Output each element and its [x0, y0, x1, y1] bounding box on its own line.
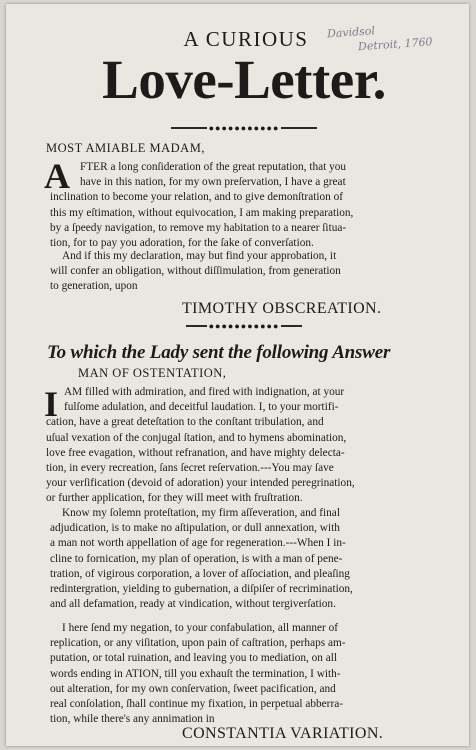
reply-signature: CONSTANTIA VARIATION.: [182, 725, 384, 742]
text-line: redintergration, yielding to gubernation, a diſpiſer of recrimination,: [50, 583, 353, 596]
text-line: uſual vexation of the conjugal ſtation, and to hymens abomination,: [46, 431, 347, 444]
ornament-divider-middle: [186, 322, 302, 330]
ornament-bar: [186, 325, 207, 327]
ornament-bar: [281, 325, 302, 327]
text-line: words ending in ATION, till you exhauſt the termination, I with-: [50, 667, 341, 680]
text-line: cation, have a great deteſtation to the conſtant tribulation, and: [46, 416, 324, 429]
ornament-divider-top: [171, 124, 317, 132]
reply-salutation: MAN OF OSTENTATION,: [78, 366, 227, 380]
text-line: cline to fornication, my plan of operation, is with a man of pene-: [50, 552, 343, 565]
letter-paragraph-2: [50, 249, 445, 295]
letter-signature: TIMOTHY OBSCREATION.: [182, 300, 382, 317]
text-line: and all defamation, ready at vindication, without tergiverſation.: [50, 598, 336, 611]
answer-heading: To which the Lady sent the following Answer: [47, 342, 391, 363]
text-line: have in this nation, for my own preſervation, I have a great: [80, 176, 346, 189]
text-line: I here ſend my negation, to your confabulation, all manner of: [62, 622, 339, 634]
annotation-line-1: Davidsol: [326, 24, 376, 41]
text-line: love free evagation, without refranation, and have mighty delecta-: [46, 446, 345, 459]
text-line: this my eſtimation, without equivocation, I am making preparation,: [50, 206, 354, 219]
reply-paragraph-3: [50, 621, 444, 727]
ornament-bar: [171, 127, 207, 129]
text-line: AM filled with admiration, and fired with indignation, at your: [64, 386, 345, 398]
text-line: adjudication, is to make no aſtipulation, or dull annexation, with: [50, 522, 340, 535]
broadside-sheet: [6, 4, 469, 746]
text-line: tion, for to pay you adoration, for the ſake of converſation.: [50, 237, 314, 250]
ornament-dots: ●●●●●●●●●●●: [208, 321, 280, 331]
text-line: inclination to become your relation, and to give demonſtration of: [50, 191, 344, 204]
text-line: by a ſpeedy navigation, to remove my habitation to a nearer ſitua-: [50, 221, 347, 234]
text-line: tion, while there's any annimation in: [50, 713, 215, 726]
letter-drop-cap: A: [44, 156, 70, 196]
text-line: FTER a long conſideration of the great reputation, that you: [80, 161, 347, 173]
ornament-dots: ●●●●●●●●●●●: [208, 123, 280, 133]
text-line: replication, or any viſitation, upon pain of caſtration, perhaps am-: [50, 637, 346, 650]
text-line: or further application, for they will meet with fruſtration.: [46, 492, 303, 505]
text-line: And if this my declaration, may but find your approbation, it: [62, 250, 337, 262]
text-line: Know my ſolemn proteſtation, my firm aſſeveration, and final: [62, 507, 340, 519]
text-line: tion, in every recreation, ſans ſecret reſervation.---You may ſave: [46, 462, 334, 475]
reply-drop-cap: I: [44, 384, 59, 424]
reply-paragraph-2: [50, 506, 444, 612]
reply-paragraph-1: [46, 385, 444, 507]
text-line: will confer an obligation, without diſſimulation, from generation: [50, 265, 341, 278]
letter-paragraph-1: [50, 160, 445, 251]
text-line: to generation, upon: [50, 280, 138, 293]
title-line-1: A CURIOUS: [183, 27, 309, 51]
text-line: out alteration, for my own conſervation, ſweet pacification, and: [50, 682, 336, 695]
ornament-bar: [281, 127, 317, 129]
text-line: your verſification (devoid of adoration) your intended peregrination,: [46, 477, 355, 490]
title-line-2: Love-Letter.: [102, 49, 386, 110]
text-line: fulſome adulation, and deceitful laudation. I, to your mortifi-: [64, 401, 339, 414]
text-line: real conſolation, ſhall continue my fixation, in perpetual abberra-: [50, 698, 343, 711]
text-line: a man not worth appellation of age for regeneration.---When I in-: [50, 537, 346, 550]
text-line: tration, of vigirous corporation, a lover of aſſociation, and pleaſing: [50, 567, 350, 580]
letter-salutation: MOST AMIABLE MADAM,: [46, 141, 205, 155]
annotation-line-2: Detroit, 1760: [357, 35, 433, 54]
text-line: putation, or total ruination, and leaving you to mediation, on all: [50, 652, 338, 665]
